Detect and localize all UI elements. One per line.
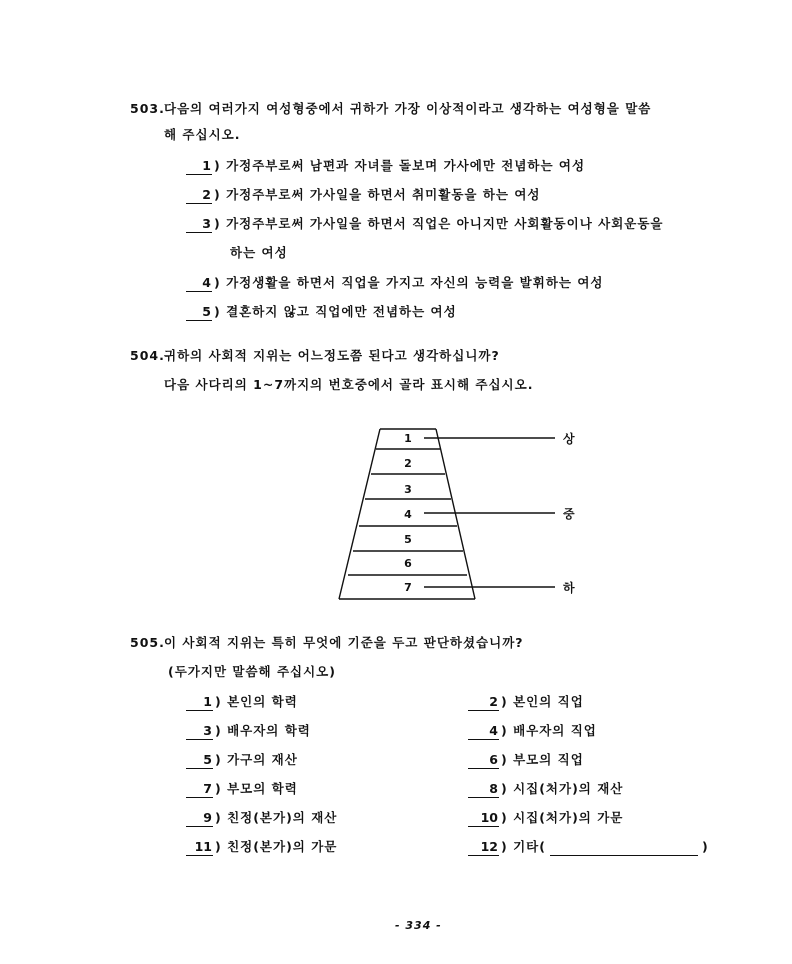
ladder-step-5: 5 xyxy=(404,533,412,546)
q504-question-line1: 귀하의 사회적 지위는 어느정도쯤 된다고 생각하십니까? xyxy=(164,348,500,363)
q505-option4-text: ) 배우자의 직업 xyxy=(501,723,597,738)
q505-option11-blank[interactable]: 11 xyxy=(186,839,213,856)
q503-option1-text: ) 가정주부로써 남편과 자녀를 돌보며 가사에만 전념하는 여성 xyxy=(214,158,586,173)
q505-question-line1: 이 사회적 지위는 특히 무엇에 기준을 두고 판단하셨습니까? xyxy=(164,635,524,650)
q505-option3-text: ) 배우자의 학력 xyxy=(215,723,311,738)
q505-question-line2: (두가지만 말씀해 주십시오) xyxy=(168,664,336,679)
q505-option10-blank[interactable]: 10 xyxy=(468,810,499,827)
q505-option1-text: ) 본인의 학력 xyxy=(215,694,298,709)
q503-option2-text: ) 가정주부로써 가사일을 하면서 취미활동을 하는 여성 xyxy=(214,187,541,202)
q503-option4-blank[interactable]: 4 xyxy=(186,275,212,292)
q503-option3-text: ) 가정주부로써 가사일을 하면서 직업은 아니지만 사회활동이나 사회운동을 xyxy=(214,216,664,231)
q503-option1-blank[interactable]: 1 xyxy=(186,158,212,175)
q503-option4-text: ) 가정생활을 하면서 직업을 가지고 자신의 능력을 발휘하는 여성 xyxy=(214,275,604,290)
q505-option3-blank[interactable]: 3 xyxy=(186,723,213,740)
q503-option2-blank[interactable]: 2 xyxy=(186,187,212,204)
q505-option8-text: ) 시집(처가)의 재산 xyxy=(501,781,624,796)
ladder-step-1: 1 xyxy=(404,432,412,445)
social-ladder xyxy=(0,420,792,620)
ladder-step-2: 2 xyxy=(404,457,412,470)
q505-option10-text: ) 시집(처가)의 가문 xyxy=(501,810,624,825)
q505-option8-blank[interactable]: 8 xyxy=(468,781,499,798)
q505-option5-blank[interactable]: 5 xyxy=(186,752,213,769)
q503-option5-blank[interactable]: 5 xyxy=(186,304,212,321)
q505-option5-text: ) 가구의 재산 xyxy=(215,752,298,767)
ladder-step-7: 7 xyxy=(404,581,412,594)
q504-question-line2: 다음 사다리의 1~7까지의 번호중에서 골라 표시해 주십시오. xyxy=(164,377,534,392)
q505-option6-blank[interactable]: 6 xyxy=(468,752,499,769)
ladder-label-bottom: 하 xyxy=(563,581,575,595)
q505-option1-blank[interactable]: 1 xyxy=(186,694,213,711)
page-number: - 334 - xyxy=(395,919,442,932)
q505-option2-blank[interactable]: 2 xyxy=(468,694,499,711)
q505-option7-blank[interactable]: 7 xyxy=(186,781,213,798)
q503-number: 503. xyxy=(130,101,165,116)
q505-other-close-paren: ) xyxy=(702,839,709,854)
q505-option12-blank[interactable]: 12 xyxy=(468,839,499,856)
ladder-step-3: 3 xyxy=(404,483,412,496)
q503-option3-blank[interactable]: 3 xyxy=(186,216,212,233)
q505-option7-text: ) 부모의 학력 xyxy=(215,781,298,796)
ladder-label-middle: 중 xyxy=(563,507,575,521)
q505-number: 505. xyxy=(130,635,165,650)
q503-question-line2: 해 주십시오. xyxy=(164,127,241,142)
q504-number: 504. xyxy=(130,348,165,363)
q505-option11-text: ) 친정(본가)의 가문 xyxy=(215,839,338,854)
ladder-label-top: 상 xyxy=(563,432,575,446)
ladder-step-4: 4 xyxy=(404,508,412,521)
q503-option5-text: ) 결혼하지 않고 직업에만 전념하는 여성 xyxy=(214,304,457,319)
q503-question-line1: 다음의 여러가지 여성형중에서 귀하가 가장 이상적이라고 생각하는 여성형을 말씀 xyxy=(164,101,652,116)
q505-option9-blank[interactable]: 9 xyxy=(186,810,213,827)
q505-option2-text: ) 본인의 직업 xyxy=(501,694,584,709)
q505-option9-text: ) 친정(본가)의 재산 xyxy=(215,810,338,825)
q505-option12-text: ) 기타( xyxy=(501,839,546,854)
q505-other-specify-field[interactable] xyxy=(550,839,698,856)
q505-option6-text: ) 부모의 직업 xyxy=(501,752,584,767)
q503-option3-continuation: 하는 여성 xyxy=(230,245,288,260)
ladder-step-6: 6 xyxy=(404,557,412,570)
q505-option4-blank[interactable]: 4 xyxy=(468,723,499,740)
